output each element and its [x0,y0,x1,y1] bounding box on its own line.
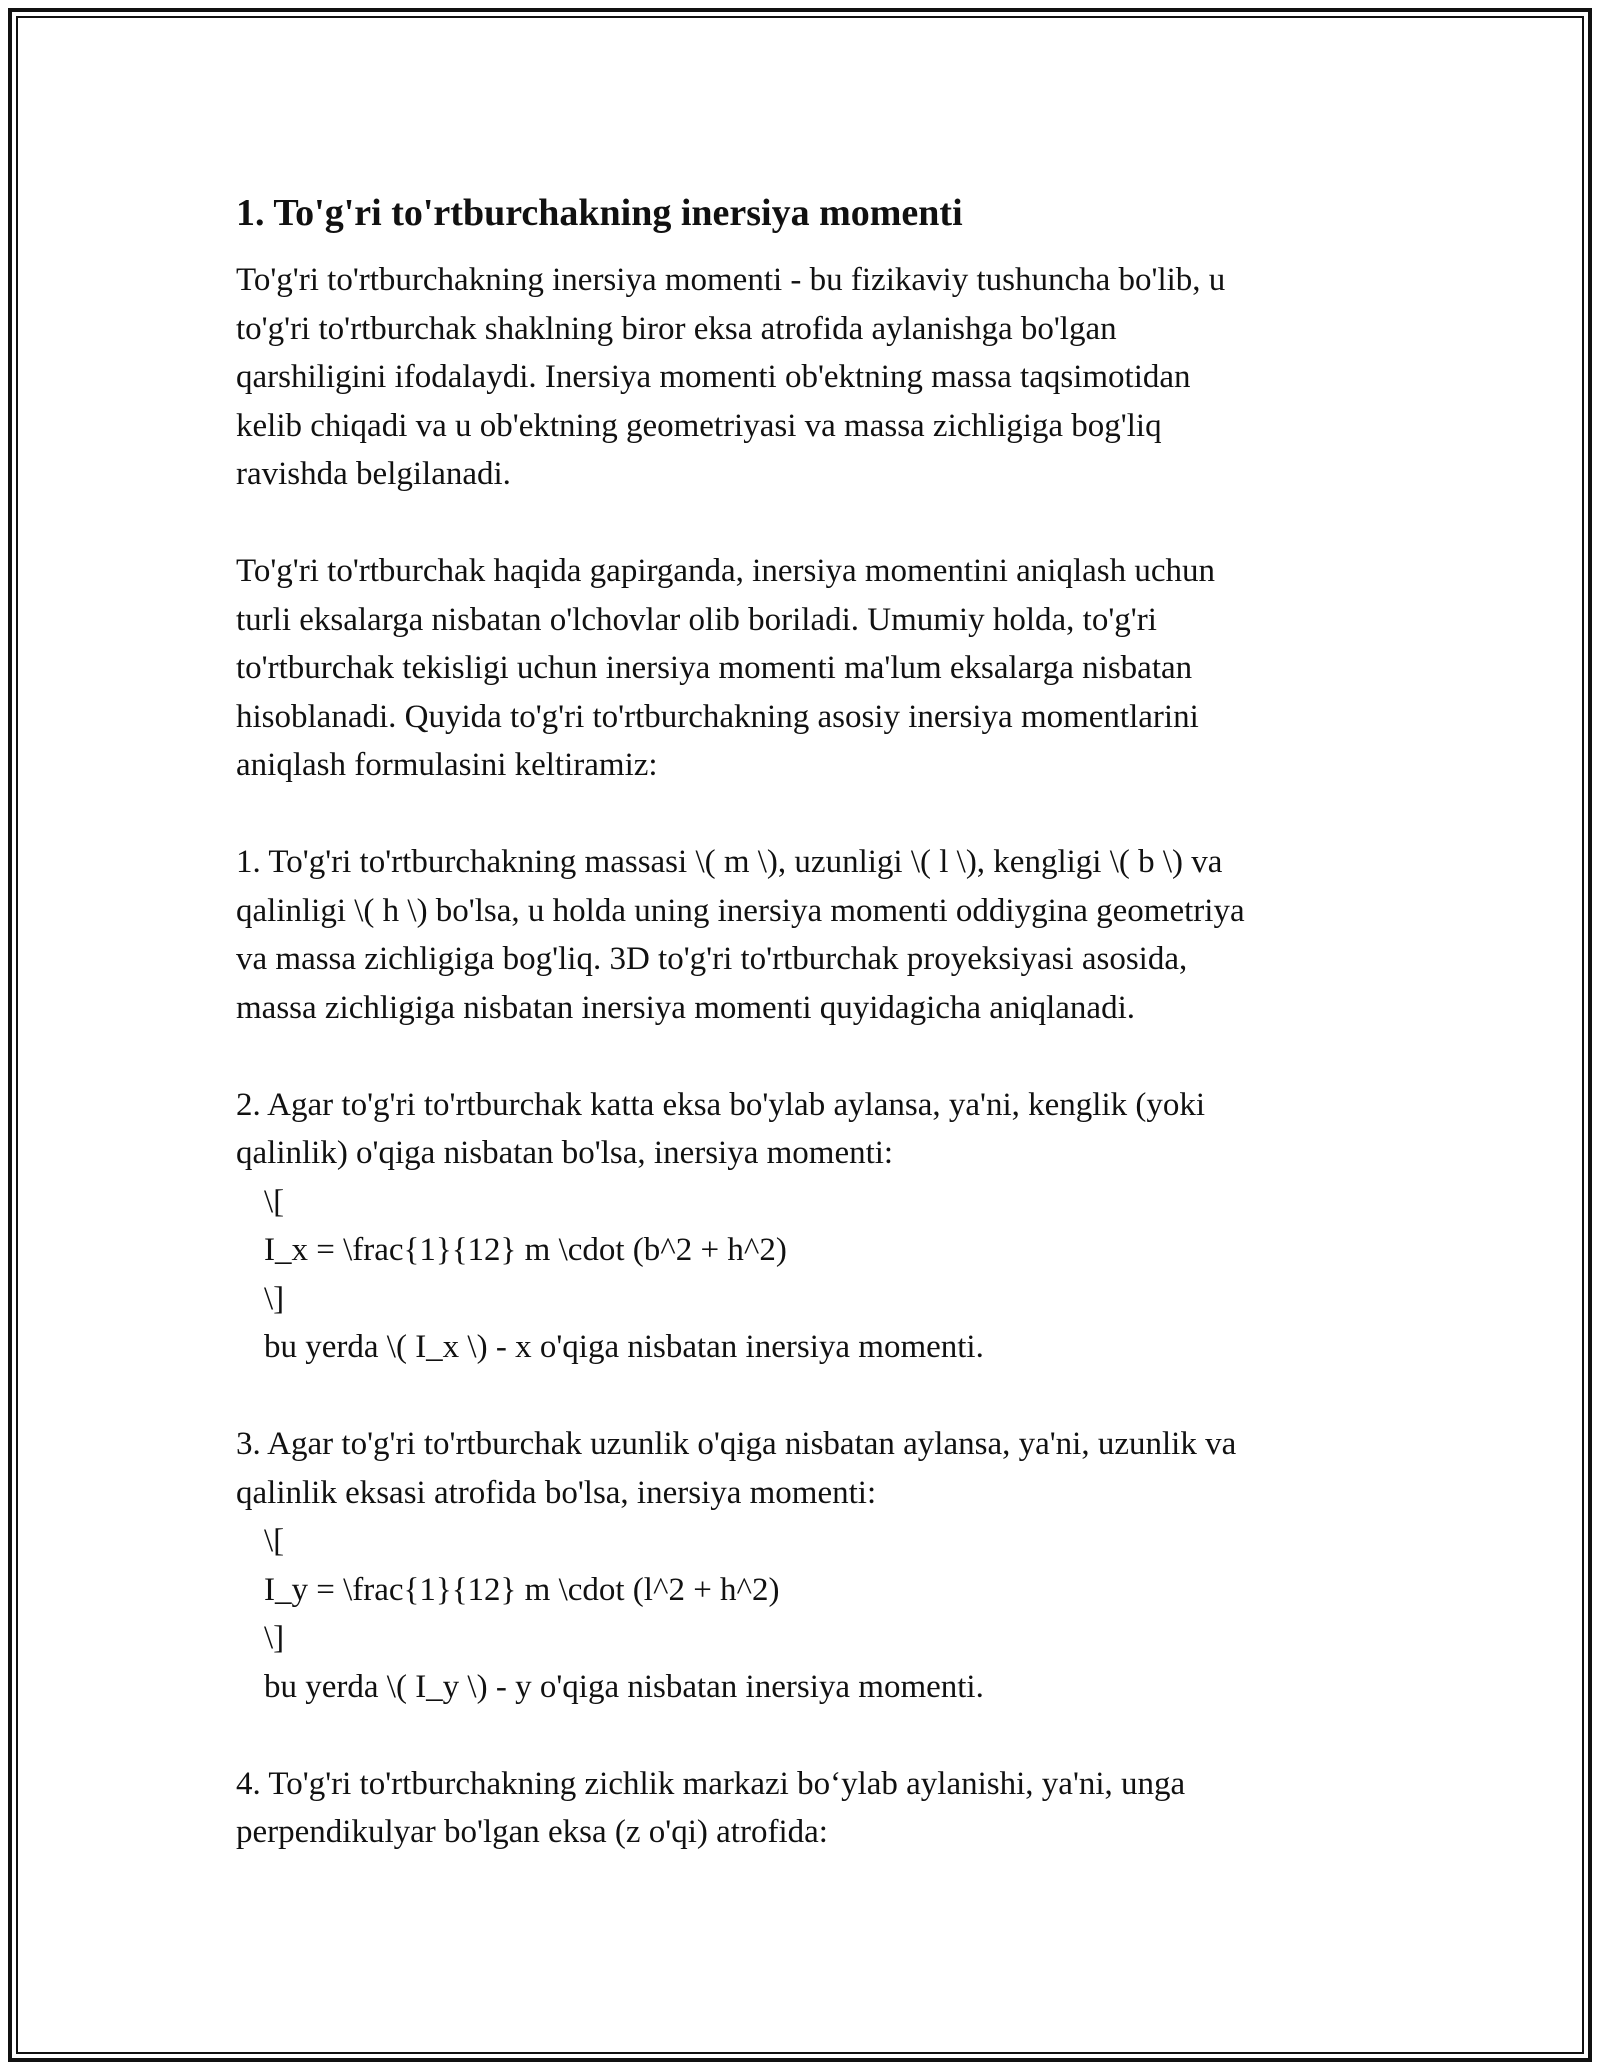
formula-open: \[ [264,1523,285,1559]
list-item-3 [236,1420,1376,1711]
formula-expression: I_x = \frac{1}{12} m \cdot (b^2 + h^2) [264,1232,787,1268]
list-item-1: 1. To'g'ri to'rtburchakning massasi \( m \), uzunligi \( l \), kengligi \( b \) va qalinligi \( h \) bo'lsa, u holda uning inersiya momenti oddiygina geometriya va massa zichligiga bog'liq. 3D to'g'ri to'rtburchak proyeksiyasi asosida, massa zichligiga nisbatan inersiya momenti quyidagicha aniqlanadi. [236,844,1245,1026]
list-item-2 [236,1081,1376,1372]
formula-close: \] [264,1620,285,1656]
formula-ix [236,1178,1376,1372]
formula-close: \] [264,1280,285,1317]
formula-note: bu yerda \( I_x \) - x o'qiga nisbatan inersiya momenti. [264,1329,984,1365]
context-paragraph: To'g'ri to'rtburchak haqida gapirganda, inersiya momentini aniqlash uchun turli eksalarga nisbatan o'lchovlar olib boriladi. Umumiy holda, to'g'ri to'rtburchak tekisligi uchun inersiya momenti ma'lum eksalarga nisbatan hisoblanadi. Quyida to'g'ri to'rtburchakning asosiy inersiya momentlarini aniqlash formulasini keltiramiz: [236,553,1215,783]
list-item-4: 4. To'g'ri to'rtburchakning zichlik markazi bo‘ylab aylanishi, ya'ni, unga perpendikulyar bo'lgan eksa (z o'qi) atrofida: [236,1765,1186,1850]
document-body [236,186,1376,1857]
formula-expression: I_y = \frac{1}{12} m \cdot (l^2 + h^2) [264,1571,780,1608]
formula-iy [236,1517,1376,1711]
formula-note: bu yerda \( I_y \) - y o'qiga nisbatan inersiya momenti. [264,1668,984,1705]
intro-paragraph: To'g'ri to'rtburchakning inersiya momenti - bu fizikaviy tushuncha bo'lib, u to'g'ri to'rtburchak shaklning biror eksa atrofida aylanishga bo'lgan qarshiligini ifodalaydi. Inersiya momenti ob'ektning massa taqsimotidan kelib chiqadi va u ob'ektning geometriyasi va massa zichligiga bog'liq ravishda belgilanadi. [236,262,1226,492]
formula-open: \[ [264,1183,285,1220]
section-title: 1. To'g'ri to'rtburchakning inersiya momenti [236,192,963,234]
list-item-3-text: 3. Agar to'g'ri to'rtburchak uzunlik o'qiga nisbatan aylansa, ya'ni, uzunlik va qalinlik eksasi atrofida bo'lsa, inersiya momenti: [236,1426,1237,1511]
list-item-2-text: 2. Agar to'g'ri to'rtburchak katta eksa bo'ylab aylansa, ya'ni, kenglik (yoki qalinlik) o'qiga nisbatan bo'lsa, inersiya momenti: [236,1086,1206,1171]
